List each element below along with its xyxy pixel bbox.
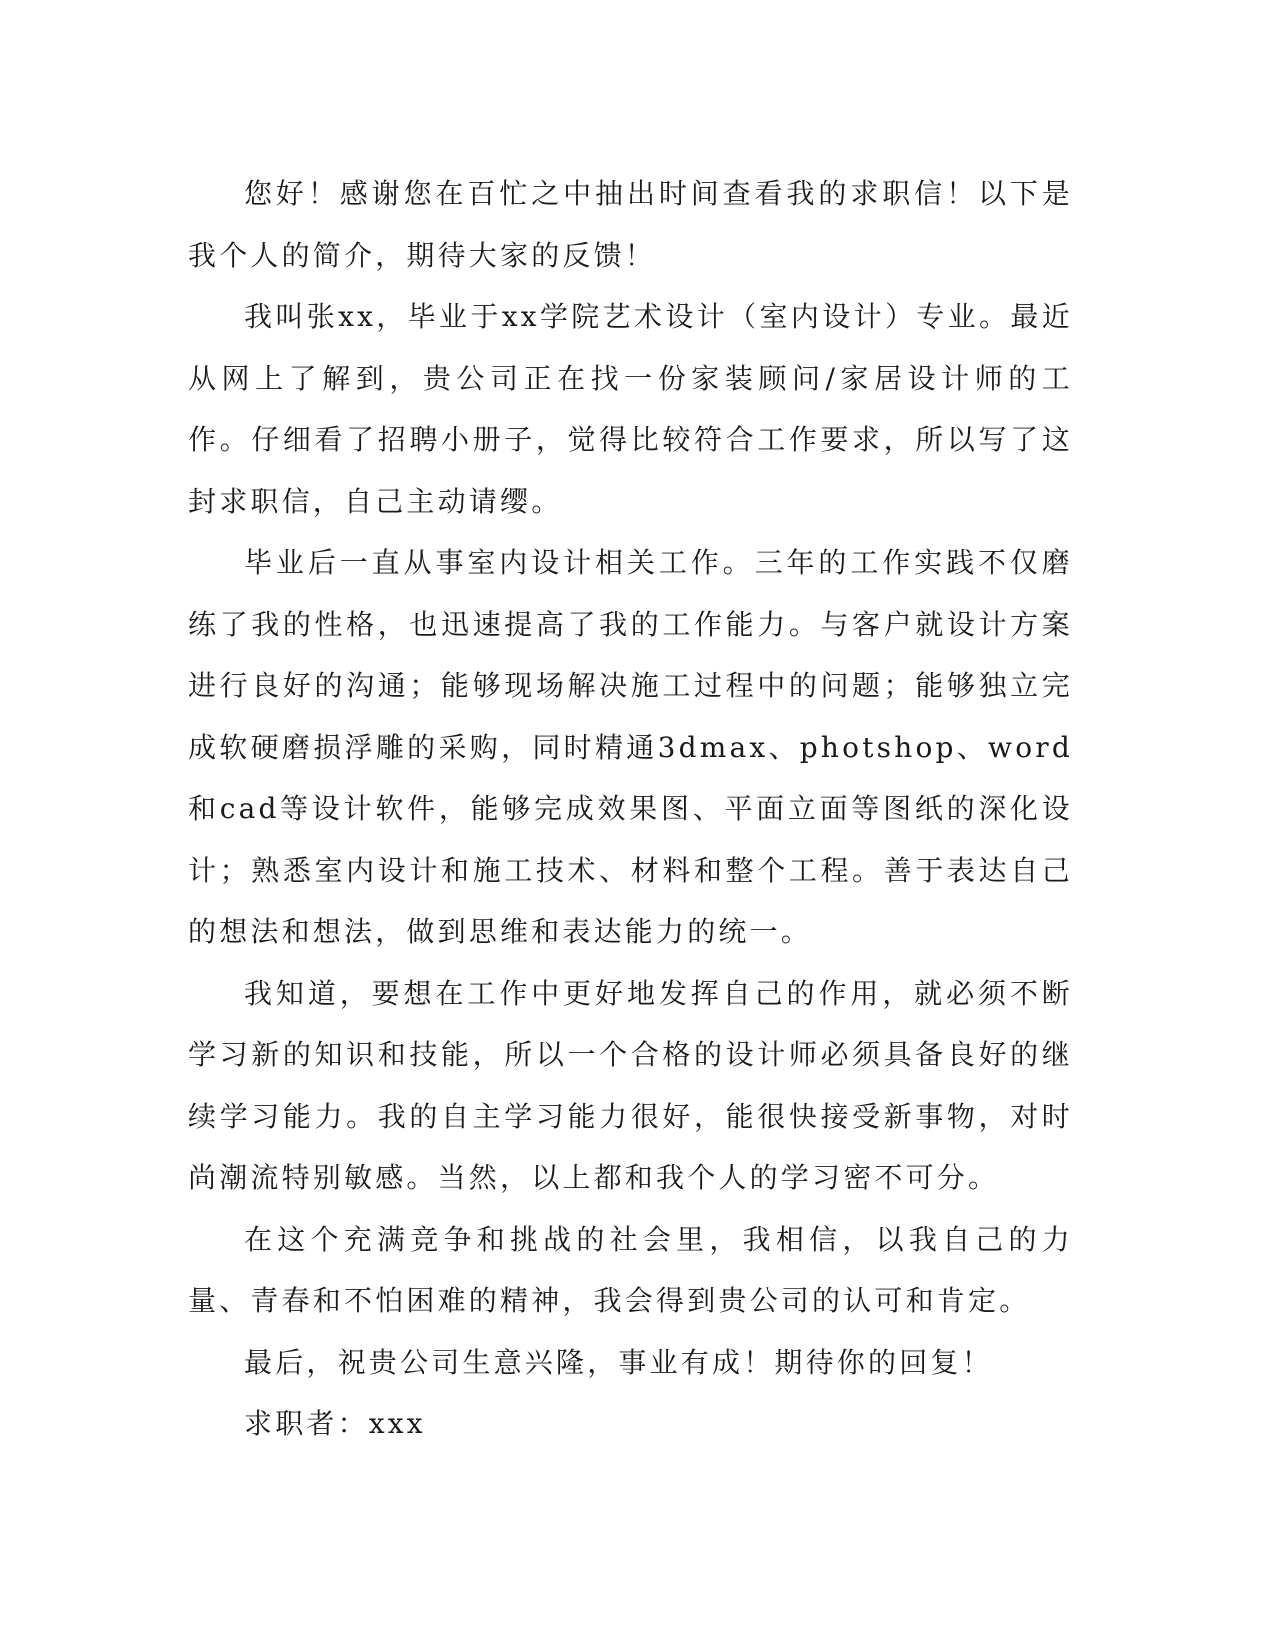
paragraph-confidence: 在这个充满竞争和挑战的社会里，我相信，以我自己的力量、青春和不怕困难的精神，我会得到贵公司的认可和肯定。 — [188, 1222, 1073, 1317]
signature-line: 求职者：xxx — [244, 1407, 426, 1440]
paragraph-closing: 最后，祝贵公司生意兴隆，事业有成！期待你的回复！ — [244, 1345, 993, 1379]
paragraph-greeting: 您好！感谢您在百忙之中抽出时间查看我的求职信！以下是我个人的简介，期待大家的反馈！ — [188, 177, 1073, 272]
paragraph-experience: 毕业后一直从事室内设计相关工作。三年的工作实践不仅磨练了我的性格，也迅速提高了我的工作能力。与客户就设计方案进行良好的沟通；能够现场解决施工过程中的问题；能够独立完成软硬磨损浮雕的采购，同时精通3dmax、photshop、word和cad等设计软件，能够完成效果图、平面立面等图纸的深化设计；熟悉室内设计和施工技术、材料和整个工程。善于表达自己的想法和想法，做到思维和表达能力的统一。 — [188, 546, 1073, 948]
letter-body — [188, 163, 1073, 1455]
paragraph-introduction: 我叫张xx，毕业于xx学院艺术设计（室内设计）专业。最近从网上了解到，贵公司正在找一份家装顾问/家居设计师的工作。仔细看了招聘小册子，觉得比较符合工作要求，所以写了这封求职信，自己主动请缨。 — [188, 300, 1073, 518]
paragraph-learning: 我知道，要想在工作中更好地发挥自己的作用，就必须不断学习新的知识和技能，所以一个合格的设计师必须具备良好的继续学习能力。我的自主学习能力很好，能很快接受新事物，对时尚潮流特别敏感。当然，以上都和我个人的学习密不可分。 — [188, 976, 1073, 1194]
